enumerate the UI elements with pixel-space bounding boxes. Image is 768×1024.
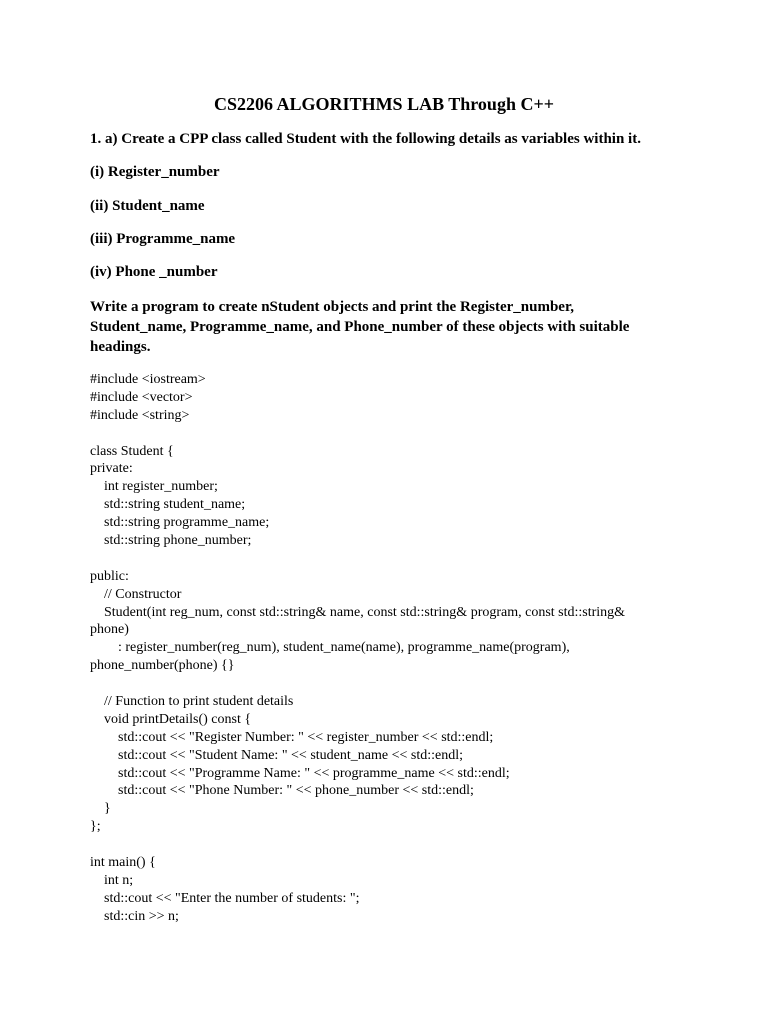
code-line: #include <vector> — [90, 389, 193, 405]
code-line — [90, 836, 690, 854]
code-line: #include <string> — [90, 407, 190, 423]
code-block — [90, 371, 690, 926]
code-line: std::cout << "Student Name: " << student_name << std::endl; — [90, 747, 463, 763]
code-line: int register_number; — [90, 479, 218, 495]
list-item: (iii) Programme_name — [90, 231, 236, 247]
code-line: std::cout << "Register Number: " << register_number << std::endl; — [90, 729, 494, 745]
code-line: // Constructor — [90, 586, 182, 602]
code-line: std::cout << "Enter the number of students: "; — [90, 890, 360, 906]
code-line: std::cout << "Programme Name: " << programme_name << std::endl; — [90, 765, 510, 781]
code-line: std::cout << "Phone Number: " << phone_number << std::endl; — [90, 783, 474, 799]
code-line: phone_number(phone) {} — [90, 658, 235, 674]
code-line: } — [90, 801, 111, 817]
code-line: class Student { — [90, 443, 174, 459]
code-line: int main() { — [90, 855, 156, 871]
document-title: CS2206 ALGORITHMS LAB Through C++ — [214, 94, 554, 114]
list-item: (ii) Student_name — [90, 198, 205, 214]
list-item: (i) Register_number — [90, 164, 220, 180]
code-line — [90, 550, 690, 568]
code-line: std::cin >> n; — [90, 908, 179, 924]
instruction-paragraph: Write a program to create nStudent objects and print the Register_number, Student_name, Programme_name, and Phone_number of these objects with suitable headings. — [90, 299, 630, 355]
code-line: Student(int reg_num, const std::string& name, const std::string& program, const std::string& — [90, 604, 626, 620]
code-line: // Function to print student details — [90, 694, 294, 710]
code-line: public: — [90, 568, 129, 584]
code-line: std::string student_name; — [90, 497, 246, 513]
code-line: #include <iostream> — [90, 372, 206, 387]
code-line: : register_number(reg_num), student_name(name), programme_name(program), — [90, 640, 570, 656]
code-line: std::string programme_name; — [90, 515, 270, 531]
code-line — [90, 675, 690, 693]
question-heading: 1. a) Create a CPP class called Student with the following details as variables within it. — [90, 131, 641, 147]
code-line: std::string phone_number; — [90, 533, 252, 549]
code-line: private: — [90, 461, 133, 477]
code-line — [90, 425, 690, 443]
list-item: (iv) Phone _number — [90, 264, 218, 280]
code-line: phone) — [90, 622, 129, 638]
code-line: void printDetails() const { — [90, 711, 252, 727]
code-line: }; — [90, 819, 101, 835]
code-line: int n; — [90, 872, 134, 888]
